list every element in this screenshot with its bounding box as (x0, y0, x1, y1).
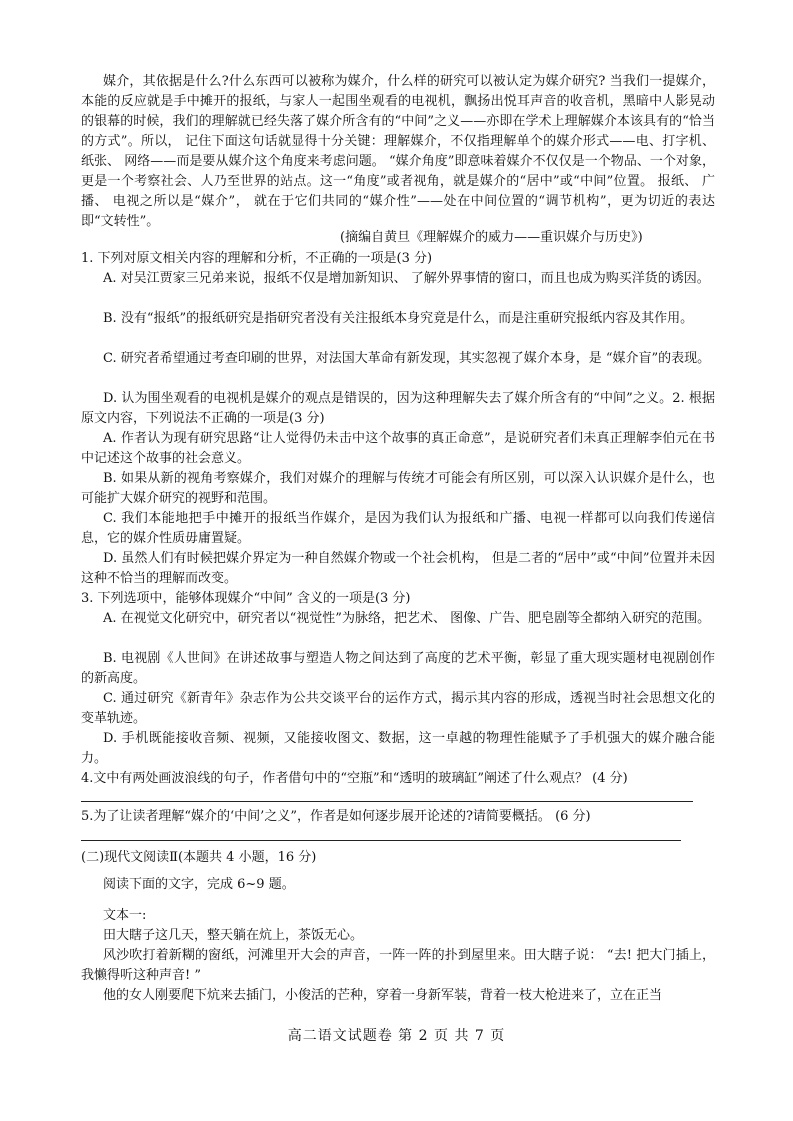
q3-option-c: C. 通过研究《新青年》杂志作为公共交谈平台的运作方式，揭示其内容的形成，透视当时社会思想文化的变革轨迹。 (81, 691, 715, 726)
q2-option-b: B. 如果从新的视角考察媒介，我们对媒介的理解与传统才可能会有所区别，可以深入认识媒介是什么，也可能扩大媒介研究的视野和范围。 (81, 471, 715, 506)
q1-option-c: C. 研究者希望通过考查印刷的世界，对法国大革命有新发现，其实忽视了媒介本身，是 “媒介盲”的表现。 (103, 351, 711, 366)
q5-question: 5.为了让读者理解“媒介的‘中间’之义”，作者是如何逐步展开论述的?请简要概括。 (6 分) (81, 809, 591, 824)
q1-stem: 1. 下列对原文相关内容的理解和分析，不正确的一项是(3 分) (81, 251, 433, 266)
q2-option-d: D. 虽然人们有时候把媒介界定为一种自然媒介物或一个社会机构， 但是二者的“居中”或“中间”位置并未因这种不恰当的理解而改变。 (81, 551, 715, 586)
q3-option-d: D. 手机既能接收音频、视频，又能接收图文、数据，这一卓越的物理性能赋予了手机强大的媒介融合能力。 (81, 731, 715, 766)
story-paragraph-2: 风沙吹打着新糊的窗纸，河滩里开大会的声音，一阵一阵的扑到屋里来。田大瞎子说： “去! 把大门插上，我懒得听这种声音! ” (81, 948, 715, 983)
text1-label: 文本一: (103, 908, 147, 923)
section2-instruction: 阅读下面的文字，完成 6~9 题。 (103, 877, 295, 892)
page-footer: 高二语文试题卷 第 2 页 共 7 页 (287, 1028, 506, 1044)
q5-answer-line[interactable] (81, 840, 681, 841)
story-paragraph-1: 田大瞎子这几天，整天躺在炕上，茶饭无心。 (103, 928, 364, 943)
q3-option-a: A. 在视觉文化研究中，研究者以“视觉性”为脉络，把艺术、 图像、广告、肥皂剧等全都纳入研究的范围。 (103, 611, 711, 626)
q1-option-d-and-q2-stem: D. 认为围坐观看的电视机是媒介的观点是错误的，因为这种理解失去了媒介所含有的“中间”之义。2. 根据原文内容，下列说法不正确的一项是(3 分) (81, 391, 715, 426)
q3-option-b: B. 电视剧《人世间》在讲述故事与塑造人物之间达到了高度的艺术平衡，彰显了重大现实题材电视剧创作的新高度。 (81, 651, 715, 686)
source-citation: (摘编自黄旦《理解媒介的威力——重识媒介与历史》) (340, 230, 643, 245)
q1-option-a: A. 对吴江贾家三兄弟来说，报纸不仅是增加新知识、 了解外界事情的窗口，而且也成为购买洋货的诱因。 (103, 271, 710, 286)
q1-option-b: B. 没有“报纸”的报纸研究是指研究者没有关注报纸本身究竟是什么，而是注重研究报纸内容及其作用。 (103, 311, 694, 326)
story-paragraph-3: 他的女人刚要爬下炕来去插门，小俊活的芒种，穿着一身新军装，背着一枝大枪进来了，立在正当 (103, 988, 663, 1003)
q4-answer-line[interactable] (81, 801, 693, 802)
q2-option-a: A. 作者认为现有研究思路“让人觉得仍未击中这个故事的真正命意”，是说研究者们未真正理解李伯元在书中记述这个故事的社会意义。 (81, 431, 715, 466)
passage-end: 媒介，其依据是什么?什么东西可以被称为媒介，什么样的研究可以被认定为媒介研究? 当我们一提媒介，本能的反应就是手中摊开的报纸，与家人一起围坐观看的电视机，飘扬出悦耳声音的收音机，黑暗中人影晃动的银幕的时候，我们的理解就已经失落了媒介所含有的“中间”之义——亦即在学术上理解媒介本该具有的“恰当的方式”。所以， 记住下面这句话就显得十分关键：理解媒介，不仅指理解单个的媒介形式——电、打字机、纸张、 网络——而是要从媒介这个角度来考虑问题。 “媒介角度”即意味着媒介不仅仅是一个物品、一个对象， 更是一个考察社会、人乃至世界的站点。这一“角度”或者视角，就是媒介的“居中”或“中间”位置。 报纸、 广播、 电视之所以是“媒介”， 就在于它们共同的“媒介性”——处在中间位置的“调节机构”，更为切近的表达即“文转性”。 (81, 74, 715, 229)
q4-question: 4.文中有两处画波浪线的句子，作者借句中的“空瓶”和“透明的玻璃缸”阐述了什么观点？ (4 分) (81, 771, 628, 786)
q3-stem: 3. 下列选项中，能够体现媒介“中间” 含义的一项是(3 分) (81, 591, 411, 606)
q2-option-c: C. 我们本能地把手中摊开的报纸当作媒介，是因为我们认为报纸和广播、电视一样都可以向我们传递信息，它的媒介性质毋庸置疑。 (81, 511, 715, 546)
section2-heading: (二)现代文阅读Ⅱ(本题共 4 小题，16 分) (81, 850, 317, 865)
